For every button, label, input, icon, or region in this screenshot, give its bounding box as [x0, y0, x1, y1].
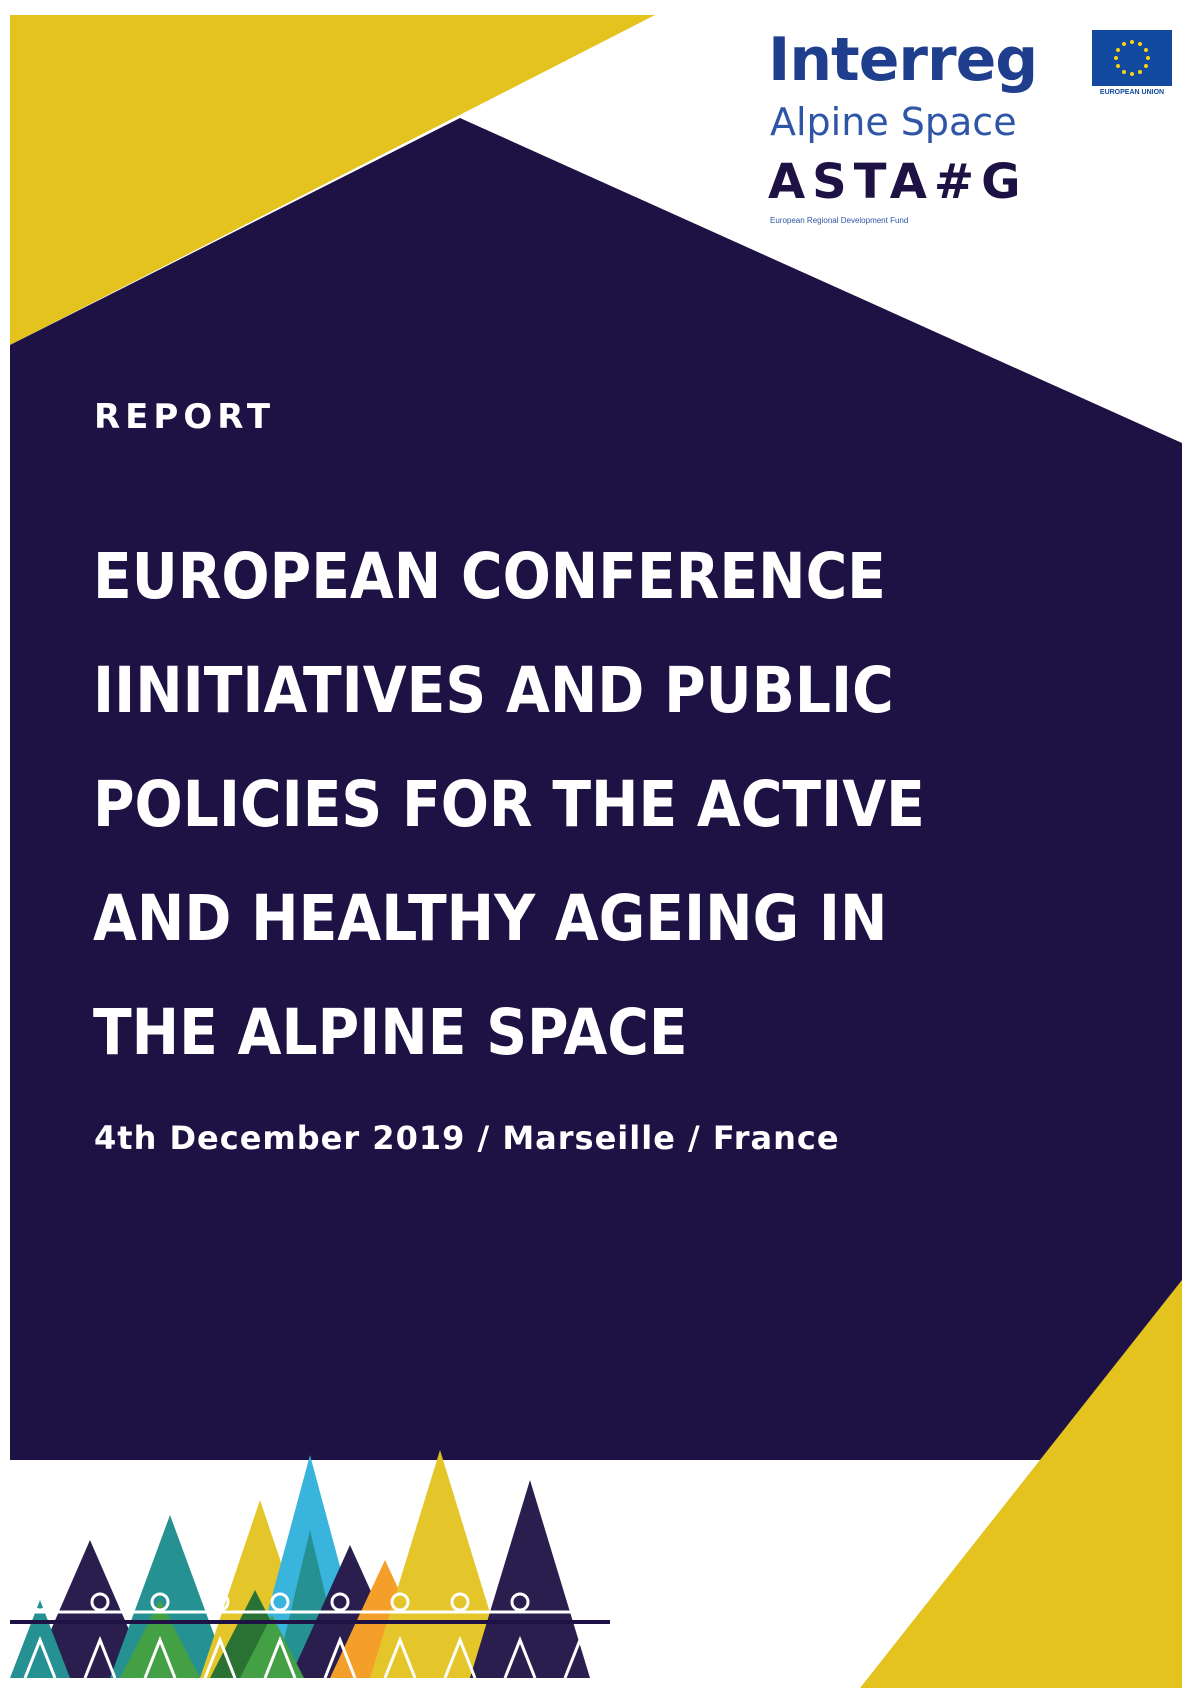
- eu-label: EUROPEAN UNION: [1099, 89, 1165, 96]
- logo-block: [760, 20, 1180, 235]
- title-line-5: THE ALPINE SPACE: [93, 996, 688, 1069]
- fund-caption: European Regional Development Fund: [770, 216, 909, 225]
- event-date-location: 4th December 2019 / Marseille / France: [94, 1119, 840, 1157]
- mountains-decoration: [10, 1440, 610, 1698]
- astahg-project-logo: ASTA#G: [768, 154, 1028, 210]
- document-type-label: REPORT: [94, 397, 276, 437]
- eu-flag-icon: [1092, 30, 1172, 86]
- interreg-wordmark: Interreg: [768, 25, 1038, 95]
- alpine-space-wordmark: Alpine Space: [770, 100, 1017, 144]
- report-title: [93, 520, 1053, 1090]
- title-line-3: POLICIES FOR THE ACTIVE: [93, 768, 925, 841]
- title-line-1: EUROPEAN CONFERENCE: [93, 540, 886, 613]
- title-line-2: IINITIATIVES AND PUBLIC: [93, 654, 894, 727]
- title-line-4: AND HEALTHY AGEING IN: [93, 882, 888, 955]
